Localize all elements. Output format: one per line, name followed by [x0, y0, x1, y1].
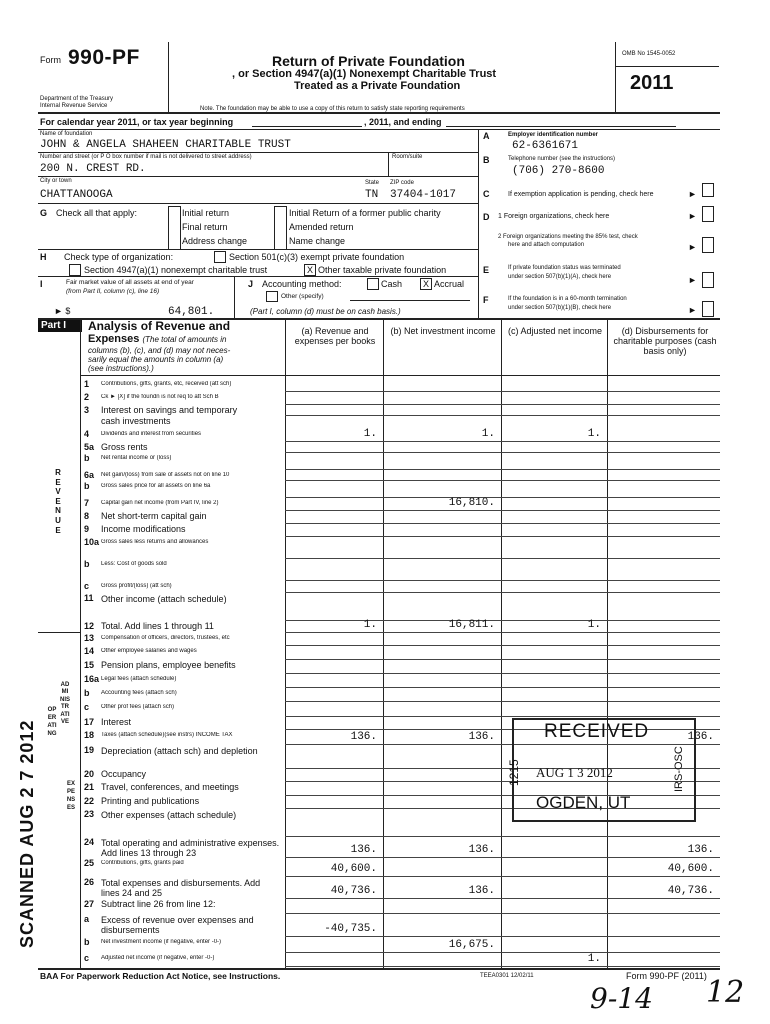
column-b-header: (b) Net investment income: [390, 326, 496, 336]
form-label: Form: [40, 55, 61, 65]
form-subtitle-1: , or Section 4947(a)(1) Nonexempt Charitable Trust: [232, 68, 497, 80]
line-number: 13: [84, 633, 95, 643]
arrow-icon: ►: [688, 275, 697, 285]
amount-column-b: 16,810.: [448, 497, 495, 509]
state: TN: [365, 189, 379, 201]
box-d1-checkbox[interactable]: [702, 206, 714, 222]
part-i-title-2: Expenses (The total of amounts in: [88, 333, 227, 345]
street-label: Number and street (or P O box number if mail is not delivered to street address): [40, 154, 252, 160]
box-c-checkbox[interactable]: [702, 183, 714, 197]
section-i-label: I: [40, 279, 43, 289]
stamp-date: AUG 1 3 2012: [536, 765, 613, 780]
stamp-received: RECEIVED: [544, 721, 650, 742]
amount-column-a: 1.: [363, 619, 377, 631]
column-d-header: (d) Disbursements for charitable purposes (cash basis only): [613, 326, 717, 356]
omb-number: OMB No 1545-0052: [622, 51, 676, 57]
amount-column-d: 40,736.: [667, 885, 714, 897]
line-number: 6a: [84, 470, 95, 480]
line-number: 24: [84, 837, 95, 847]
line-label: Legal fees (attach schedule): [101, 676, 177, 682]
box-f-text-1: If the foundation is in a 60-month termination: [508, 296, 627, 302]
accrual-label: Accrual: [434, 279, 465, 289]
line-label: Compensation of officers, directors, trustees, etc: [101, 635, 230, 641]
line-label: Net short-term capital gain: [101, 512, 207, 521]
amount-column-d: 136.: [687, 844, 714, 856]
line-number: 21: [84, 782, 95, 792]
h-other-taxable-label: Other taxable private foundation: [318, 265, 447, 275]
amount-column-a: 40,600.: [330, 863, 377, 875]
line-label: Dividends and interest from securities: [101, 431, 202, 437]
line-number: 1: [84, 379, 90, 389]
line-number: 22: [84, 796, 95, 806]
line-number: c: [84, 581, 90, 591]
amount-column-a: 40,736.: [330, 885, 377, 897]
line-number: 26: [84, 877, 95, 887]
other-method-checkbox[interactable]: [266, 291, 278, 302]
section-h-label: H: [40, 252, 47, 262]
final-return-label: Final return: [182, 222, 228, 232]
amount-column-a: -40,735.: [324, 923, 377, 935]
box-d2-text-2: here and attach computation: [508, 242, 585, 248]
column-c-header: (c) Adjusted net income: [507, 326, 603, 336]
h-4947-label: Section 4947(a)(1) nonexempt charitable trust: [84, 265, 268, 275]
line-label: Total. Add lines 1 through 11: [101, 622, 214, 631]
line-label: Interest on savings and temporary: [101, 406, 238, 415]
tax-year: 2011: [630, 72, 674, 94]
line-number: 4: [84, 429, 90, 439]
line-number: 11: [84, 593, 94, 603]
phone: (706) 270-8600: [512, 165, 605, 177]
box-e-text-1: If private foundation status was terminated: [508, 265, 621, 271]
amended-return-label: Amended return: [289, 222, 354, 232]
cash-basis-note: (Part I, column (d) must be on cash basis.): [250, 307, 401, 316]
fmv-label-2: (from Part II, column (c), line 16): [66, 288, 160, 295]
line-number: 7: [84, 498, 90, 508]
line-label: Accounting fees (attach sch): [101, 690, 177, 696]
line-label: Other prof fees (attach sch): [101, 704, 175, 710]
city: CHATTANOOGA: [40, 189, 113, 201]
amount-column-b: 16,811.: [448, 619, 495, 631]
part-i-label: Part I: [41, 320, 67, 331]
line-number: 17: [84, 717, 95, 727]
line-number: 12: [84, 621, 95, 631]
line-label: cash investments: [101, 417, 171, 426]
line-number: b: [84, 453, 90, 463]
part-i-desc-3: sarily equal the amounts in column (a): [88, 355, 224, 364]
line-label: Other income (attach schedule): [101, 594, 227, 604]
accounting-method-label: Accounting method:: [262, 279, 342, 289]
line-number: 2: [84, 392, 90, 402]
part-i-title: Analysis of Revenue and: [88, 319, 231, 333]
line-number: a: [84, 914, 90, 924]
line-label: Gross profit/(loss) (att sch): [101, 583, 172, 589]
line-label: Subtract line 26 from line 12:: [101, 900, 216, 909]
line-label: Net rental income or (loss): [101, 455, 172, 461]
line-number: 19: [84, 745, 95, 755]
line-label: Total expenses and disbursements. Add lines 24 and 25: [101, 878, 261, 898]
part-i-desc-2: columns (b), (c), and (d) may not neces-: [88, 346, 231, 355]
box-a-label: A: [483, 131, 490, 141]
box-d1-text: 1 Foreign organizations, check here: [498, 213, 610, 220]
fmv-arrow: ► $: [54, 306, 71, 316]
ein: 62-6361671: [512, 140, 579, 152]
box-d2-checkbox[interactable]: [702, 237, 714, 253]
amount-column-a: 136.: [350, 844, 377, 856]
line-label: Gross rents: [101, 443, 148, 452]
line-number: 20: [84, 769, 95, 779]
amount-column-b: 136.: [468, 731, 495, 743]
phone-label: Telephone number (see the instructions): [508, 156, 616, 162]
amount-column-a: 136.: [350, 731, 377, 743]
box-b-label: B: [483, 155, 490, 165]
line-label: Other expenses (attach schedule): [101, 810, 237, 820]
amount-column-c: 1.: [587, 619, 601, 631]
footer-form-label: Form 990-PF (2011): [626, 971, 707, 981]
stamp-place: OGDEN, UT: [536, 793, 631, 812]
handwritten-mark: 12: [706, 975, 745, 1010]
section-g-label: G: [40, 208, 48, 218]
accrual-checkbox[interactable]: X: [420, 278, 432, 290]
h-501c3-checkbox[interactable]: [214, 251, 226, 263]
name-change-label: Name change: [289, 236, 346, 246]
box-f-label: F: [483, 295, 489, 305]
line-label: Travel, conferences, and meetings: [101, 783, 239, 792]
initial-return-label: Initial return: [182, 208, 230, 218]
amount-column-a: 1.: [363, 428, 377, 440]
cash-label: Cash: [381, 279, 403, 289]
g-checkbox-column-1[interactable]: [168, 206, 181, 250]
irs-label: Internal Revenue Service: [40, 103, 108, 109]
address-change-label: Address change: [182, 236, 248, 246]
line-number: 10a: [84, 537, 100, 547]
line-number: 9: [84, 524, 90, 534]
line-number: b: [84, 937, 90, 947]
cash-checkbox[interactable]: [367, 278, 379, 290]
check-all-label: Check all that apply:: [56, 208, 138, 218]
amount-column-b: 136.: [468, 885, 495, 897]
side-label-operating: OPERATING: [47, 707, 57, 737]
line-label: Taxes (attach schedule)(see instrs) INCOME TAX: [101, 732, 233, 738]
form-number: 990-PF: [68, 46, 140, 69]
line-number: 18: [84, 730, 95, 740]
line-label: Contributions, gifts, grants paid: [101, 860, 184, 866]
line-label: Adjusted net income (if negative, enter -0-): [101, 955, 215, 961]
column-a-header: (a) Revenue and expenses per books: [294, 326, 376, 346]
department: Department of the Treasury: [40, 96, 114, 102]
side-label-administrative: ADMINISTRATIVE: [60, 682, 71, 726]
box-d-label: D: [483, 212, 490, 222]
part-i-desc-4: (see instructions).): [88, 364, 154, 373]
h-other-taxable-checkbox[interactable]: X: [304, 264, 316, 276]
line-label: Printing and publications: [101, 797, 200, 806]
box-e-text-2: under section 507(b)(1)(A), check here: [508, 274, 612, 280]
line-label: Other employee salaries and wages: [101, 648, 197, 654]
box-e-checkbox[interactable]: [702, 272, 714, 288]
city-label: City or town: [40, 178, 72, 184]
side-label-revenue: REVENUE: [55, 468, 61, 535]
box-e-label: E: [483, 265, 490, 275]
received-stamp: [506, 716, 706, 826]
foundation-name-label: Name of foundation: [40, 131, 93, 137]
amount-column-b: 136.: [468, 844, 495, 856]
ein-label: Employer identification number: [508, 132, 599, 138]
line-number: 16a: [84, 674, 100, 684]
line-label: Less: Cost of goods sold: [101, 561, 167, 567]
line-label: Contributions, gifts, grants, etc, received (att sch): [101, 381, 232, 387]
line-number: 15: [84, 660, 95, 670]
initial-public-charity-label: Initial Return of a former public charity: [289, 208, 441, 218]
line-label: Ck ► [X] if the foundn is not req to att Sch B: [101, 394, 219, 400]
foundation-name: JOHN & ANGELA SHAHEEN CHARITABLE TRUST: [40, 139, 291, 151]
line-label: Depreciation (attach sch) and depletion: [101, 746, 258, 756]
scanned-stamp: SCANNED AUG 2 7 2012: [17, 719, 37, 948]
arrow-icon: ►: [688, 189, 697, 199]
box-f-text-2: under section 507(b)(1)(B), check here: [508, 305, 612, 311]
line-label: Gross sales less returns and allowances: [101, 539, 209, 545]
filing-note: Note. The foundation may be able to use a copy of this return to satisfy state reporting requirements: [200, 106, 465, 112]
box-c-label: C: [483, 189, 490, 199]
arrow-icon: ►: [688, 242, 697, 252]
line-label: Interest: [101, 718, 132, 727]
line-number: c: [84, 702, 90, 712]
amount-column-d: 136.: [687, 731, 714, 743]
org-type-label: Check type of organization:: [64, 252, 174, 262]
line-number: 27: [84, 899, 95, 909]
g-checkbox-column-2[interactable]: [274, 206, 287, 250]
section-j-label: J: [248, 279, 254, 289]
box-d2-text-1: 2 Foreign organizations meeting the 85% test, check: [498, 234, 638, 240]
line-number: b: [84, 481, 90, 491]
line-number: 25: [84, 858, 95, 868]
line-label: Net investment income (if negative, enter -0-): [101, 939, 222, 945]
amount-column-c: 1.: [587, 953, 601, 965]
fmv-value: 64,801.: [168, 306, 215, 318]
line-number: 23: [84, 809, 95, 819]
line-number: 8: [84, 511, 90, 521]
line-label: Occupancy: [101, 770, 147, 779]
line-label: Pension plans, employee benefits: [101, 661, 236, 670]
baa-notice: BAA For Paperwork Reduction Act Notice, see Instructions.: [40, 971, 281, 981]
h-501c3-label: Section 501(c)(3) exempt private foundation: [229, 252, 405, 262]
zip-label: ZIP code: [390, 180, 414, 186]
box-f-checkbox[interactable]: [702, 301, 714, 317]
side-label-expenses: EXPENSES: [66, 781, 76, 811]
stamp-right-code: IRS-OSC: [673, 746, 685, 792]
line-number: b: [84, 688, 90, 698]
line-label: Income modifications: [101, 525, 186, 534]
arrow-icon: ►: [688, 305, 697, 315]
amount-column-b: 1.: [481, 428, 495, 440]
form-code: TEEA0301 12/02/11: [480, 973, 534, 979]
line-label: Capital gain net income (from Part IV, line 2): [101, 500, 219, 506]
amount-column-b: 16,675.: [448, 939, 495, 951]
fmv-label-1: Fair market value of all assets at end of year: [66, 279, 194, 286]
calendar-year-label: For calendar year 2011, or tax year beginning: [40, 117, 234, 127]
handwritten-note: 9-14: [590, 982, 653, 1015]
street-address: 200 N. CREST RD.: [40, 163, 146, 175]
line-number: b: [84, 559, 90, 569]
box-c-text: If exemption application is pending, check here: [508, 191, 654, 198]
line-label: Net gain/(loss) from sale of assets not on line 10: [101, 472, 230, 478]
line-number: c: [84, 953, 90, 963]
form-subtitle-2: Treated as a Private Foundation: [294, 80, 461, 92]
arrow-icon: ►: [688, 211, 697, 221]
form-title: Return of Private Foundation: [272, 53, 465, 69]
amount-column-c: 1.: [587, 428, 601, 440]
room-label: Room/suite: [392, 154, 423, 160]
other-method-label: Other (specify): [281, 293, 324, 300]
line-number: 5a: [84, 442, 95, 452]
line-number: 3: [84, 405, 90, 415]
stamp-left-code: 1215: [507, 759, 521, 786]
h-4947-checkbox[interactable]: [69, 264, 81, 276]
line-label: Excess of revenue over expenses and disbursements: [101, 915, 254, 935]
amount-column-d: 40,600.: [667, 863, 714, 875]
line-number: 14: [84, 646, 95, 656]
line-label: Total operating and administrative expenses. Add lines 13 through 23: [101, 838, 280, 858]
and-ending-label: , 2011, and ending: [364, 117, 442, 127]
line-label: Gross sales price for all assets on line 6a: [101, 483, 211, 489]
state-label: State: [365, 180, 380, 186]
zip: 37404-1017: [390, 189, 457, 201]
